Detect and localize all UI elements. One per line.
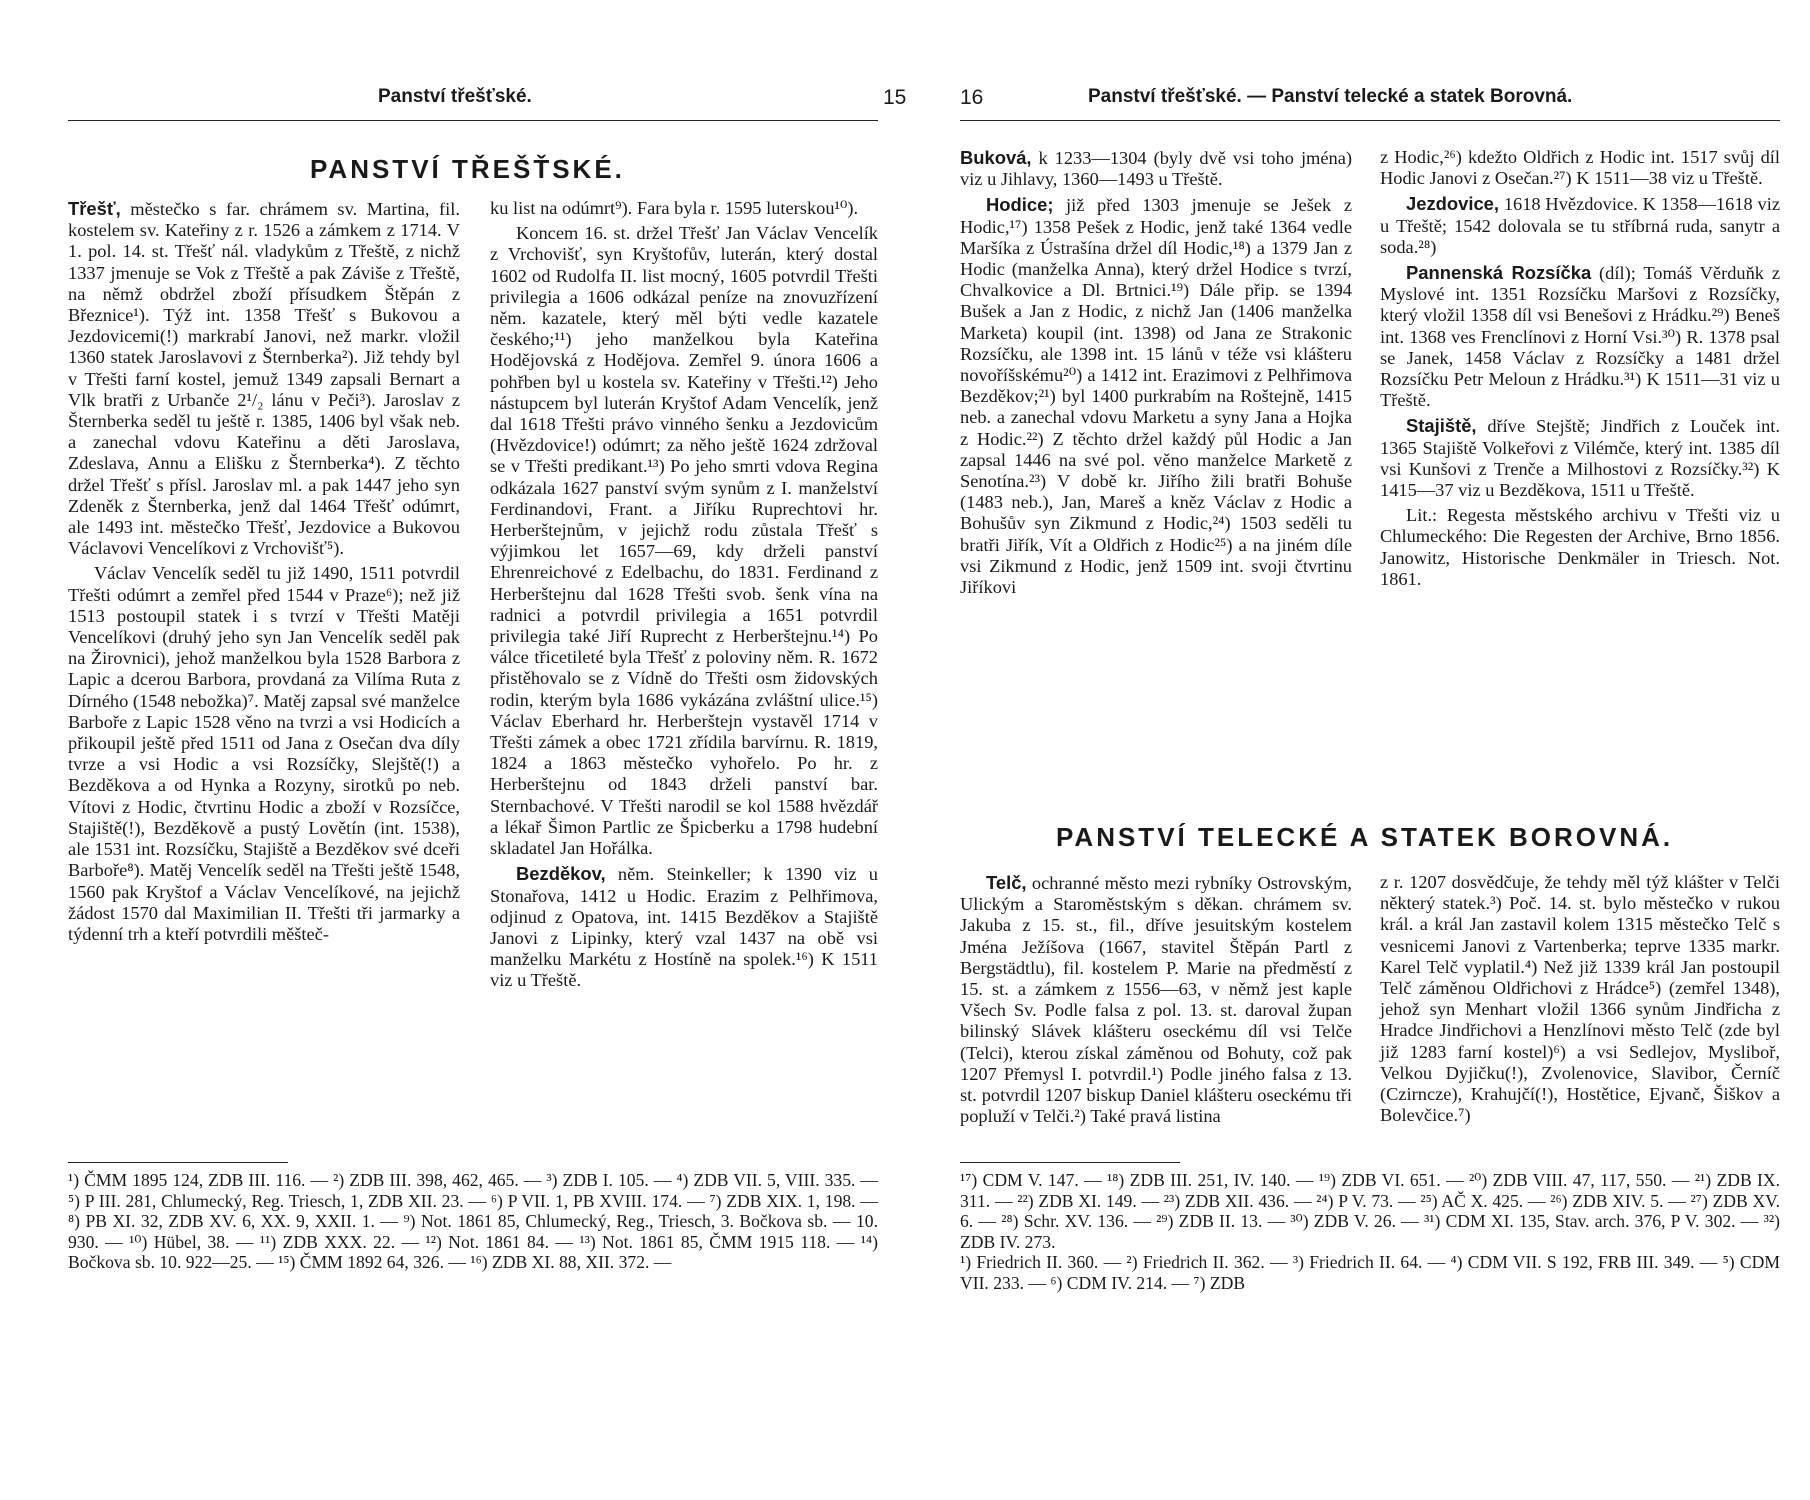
running-title: Panství třešťské. — Panství telecké a statek Borovná.: [1088, 86, 1573, 107]
paragraph: [490, 198, 878, 219]
paragraph: [960, 194, 1352, 598]
paragraph: [1380, 505, 1780, 590]
paragraph: [960, 147, 1352, 190]
footnote-text: ¹) Friedrich II. 360. — ²) Friedrich II. 362. — ³) Friedrich II. 64. — ⁴) CDM VII. S 192, FRB III. 349. — ⁵) CDM VII. 233. — ⁶) CDM IV. 214. — ⁷) ZDB: [960, 1252, 1780, 1293]
footnote-text: ¹) ČMM 1895 124, ZDB III. 116. — ²) ZDB III. 398, 462, 465. — ³) ZDB I. 105. — ⁴) ZDB VII. 5, VIII. 335. — ⁵) P III. 281, Chlumecký, Reg. Triesch, 1, ZDB XII. 23. — ⁶) P VII. 1, PB XVIII. 174. — ⁷) ZDB XIX. 1, 198. — ⁸) PB XI. 32, ZDB XV. 6, XX. 9, XXII. 1. — ⁹) Not. 1861 85, Chlumecký, Reg., Triesch, 3. Bočkova sb. — 10. 930. — ¹⁰) Hübel, 38. — ¹¹) ZDB XXX. 22. — ¹²) Not. 1861 84. — ¹³) Not. 1861 85, ČMM 1915 118. — ¹⁴) Bočkova sb. 10. 922—25. — ¹⁵) ČMM 1892 64, 326. — ¹⁶) ZDB XI. 88, XII. 372. —: [68, 1170, 878, 1273]
entry-term: Bezděkov,: [516, 863, 606, 885]
paragraph: [1380, 415, 1780, 501]
entry-term: Třešť,: [68, 198, 121, 219]
entry-term: Pannenská Rozsíčka: [1406, 262, 1592, 284]
page-number: 16: [960, 86, 984, 109]
paragraph: [1380, 872, 1780, 1126]
paragraph: [490, 223, 878, 859]
footnote-text: ¹⁷) CDM V. 147. — ¹⁸) ZDB III. 251, IV. 140. — ¹⁹) ZDB VI. 651. — ²⁰) ZDB VIII. 47, 117, 550. — ²¹) ZDB IX. 311. — ²²) ZDB XI. 149. — ²³) ZDB XII. 436. — ²⁴) P V. 73. — ²⁵) AČ X. 425. — ²⁶) ZDB XIV. 5. — ²⁷) ZDB XV. 6. — ²⁸) Schr. XV. 136. — ²⁹) ZDB II. 13. — ³⁰) ZDB V. 26. — ³¹) CDM XI. 135, Stav. arch. 376, P V. 302. — ³²) ZDB IV. 273.: [960, 1170, 1780, 1252]
entry-text: 1618 Hvězdovice. K 1358—1618 viz u Třeště; 1542 dolovala se tu stříbrná ruda, sanytr a soda.²⁸): [1380, 194, 1780, 257]
paragraph: [68, 198, 460, 559]
entry-text: ku list na odúmrt⁹). Fara byla r. 1595 luterskou¹⁰).: [490, 198, 859, 218]
text-column-3: [960, 872, 1352, 1131]
text-column-1: [68, 198, 460, 949]
entry-term: Jezdovice,: [1406, 193, 1500, 215]
paragraph: [490, 863, 878, 991]
entry-term: Hodice;: [986, 194, 1054, 216]
paragraph: [1380, 147, 1780, 189]
entry-text: již před 1303 jmenuje se Ješek z Hodic,¹⁷) 1358 Pešek z Hodic, jenž také 1364 vedle Maršíka z Ústrašína držel díl Hodic,¹⁸) a 1379 Jan z Hodic (manželka Anna), který držel Hodice s tvrzí, Chvalkovice a Dl. Brtnici.¹⁹) Dále přip. se 1394 Bušek a Jan z Hodic, z nichž Jan (1406 manželka Marketa) koupil (int. 1398) od Jana ze Strakonic Rozsíčku, ale 1398 int. 15 lánů v téže vsi klášteru novoříšskému²⁰) a 1412 int. Erazimovi z Pelhřimova Bezděkov;²¹) byl 1400 purkrabím na Roštejně, 1415 neb. a zanechal vdovu Marketu a syny Jana a Hojka z Hodic.²²) Z těchto držel každý půl Hodic a Jan zapsal 1446 na své pol. věno manželce Marketě z Senotína.²³) V době kr. Jiřího žili bratři Bohuše (1483 neb.), Jan, Mareš a kněz Václav z Hodic a Bohušův syn Zikmund z Hodic,²⁴) 1503 seděli tu bratři Jiřík, Vít a Oldřich z Hodic²⁵) a na jiném díle vsi Zikmund z Hodic, jenž 1509 int. svoji čtvrtinu Jiříkovi: [960, 195, 1352, 598]
entry-text: k 1233—1304 (byly dvě vsi toho jména) viz u Jihlavy, 1360—1493 u Třeště.: [960, 148, 1352, 190]
running-title: Panství třešťské.: [378, 86, 532, 107]
entry-text: Koncem 16. st. držel Třešť Jan Václav Vencelík z Vrchovišť, syn Kryštofův, luterán, který dostal 1602 od Rudolfa II. list mocný, 1605 potvrdil Třešti privilegia a 1606 odkázal peníze na znovuzřízení něm. kazatele, který měl býti vedle kazatele českého;¹¹) jeho manželkou byla Kateřina Hodějovská z Hodějova. Zemřel 9. února 1606 a pohřben byl u kostela sv. Kateřiny v Třešti.¹²) Jeho nástupcem byl luterán Kryštof Adam Vencelík, jenž dal 1618 Třešti právo vinného šenku a Jezdovicům (Hvězdovice!) odúmrt; za něho ještě 1624 zdržoval se v Třešti predikant.¹³) Po jeho smrti vdova Regina odkázala 1627 panství svým synům z I. manželství Ferdinandovi, Frant. a Jiříku Ruprechtovi hr. Herberštejnům, v jejichž rodu zůstala Třešť s výjimkou let 1657—69, kdy drželi panství Ehrenreichové z Edelbachu, do 1831. Ferdinand z Herberštejnu dal 1628 Třešti svob. šenk vína na radnici a potvrdil privilegia a 1651 potvrdil privilegia také Jiří Ruprecht z Herberštejnu.¹⁴) Po válce třicetileté byla Třešť z poloviny něm. R. 1672 přistěhovalo se z Vídně do Třešti osm židovských rodin, kterým byla 1686 vykázána zvláštní ulice.¹⁵) Václav Eberhard hr. Herberštejn vystavěl 1714 v Třešti zámek a obec 1721 zřídila barvírnu. R. 1819, 1824 a 1863 městečko vyhořelo. Po hr. z Herberštejnu od 1843 drželi panství bar. Sternbachové. V Třešti narodil se kol 1588 hvězdář a lékař Šimon Partlic ze Špicberku a 1798 hudební skladatel Jan Hořálka.: [490, 223, 878, 859]
entry-term: Buková,: [960, 147, 1032, 168]
header-rule: [68, 120, 878, 121]
left-page: [28, 0, 907, 1500]
entry-text: Václav Vencelík seděl tu již 1490, 1511 potvrdil Třešti odúmrt a zemřel před 1544 v Praze⁶); než již 1513 postoupil statek i s tvrzí v Třešti Matěji Vencelíkovi (druhý jeho syn Jan Vencelík seděl pak na Žirovnici), jehož manželkou byla 1528 Barbora z Lapic a dcerou Barbora, provdaná za Vilíma Ruta z Dírného (1548 nebožka)⁷. Matěj zapsal své manželce Barboře z Lapic 1528 věno na tvrzi a vsi Hodicích a přikoupil ještě před 1511 od Jana z Osečan dva díly tvrze a vsi Hodic a vsi Rozsíčky, Slejště(!) a Bezděkova a od Hynka a Rozyny, sirotků po neb. Vítovi z Hodic, čtvrtinu Hodic a zboží v Rozsíčce, Stajiště(!), Bezděkově a pustý Lovětín (int. 1538), ale 1531 int. Rozsíčku, Stajiště a Bezděkov své dceři Barboře⁸). Matěj Vencelík seděl na Třešti ještě 1548, 1560 pak Kryštof a Václav Vencelíkové, na jejichž žádost 1570 dal Maximilian II. Třešti tři jarmarky a týdenní trh a kteří potvrdili měšteč-: [68, 563, 460, 944]
right-page: [960, 0, 1780, 1500]
entry-text: městečko s far. chrámem sv. Martina, fil. kostelem sv. Kateřiny z r. 1526 a zámkem z 1714. V 1. pol. 14. st. Třešť nál. vladykům z Třeště, z nichž 1337 jmenuje se Vok z Třeště a pak Záviše z Třeště, na němž obdržel zboží přísudkem Štěpán z Březnice¹). Týž int. 1358 Třešť s Bukovou a Jezdovicemi(!) markrabí Janovi, než markr. vložil 1360 statek Jaroslavovi z Šternberka²). Již tehdy byl v Třešti farní kostel, jemuž 1349 zapsali Bernart a Vlk bratři z Urbanče 2¹/₂ lánu v Peči³). Jaroslav z Šternberka seděl tu ještě r. 1385, 1406 byl však neb. a zanechal vdovu Kateřinu a děti Jaroslava, Zdeslava, Annu a Elišku z Šternberka⁴). Z těchto držel Třešť s přísl. Jaroslav ml. a pak 1447 jeho syn Zdeněk z Šternberka, jenž dal 1464 Třešť odúmrt, ale 1493 int. městečko Třešť, Jezdovice a Bukovou Václavovi Vencelíkovi z Vrchovišť⁵).: [68, 199, 460, 559]
paragraph: [1380, 262, 1780, 411]
text-column-2: [1380, 147, 1780, 594]
page-number: 15: [883, 86, 907, 109]
text-column-1: [960, 147, 1352, 602]
entry-text: dříve Stejště; Jindřich z Louček int. 1365 Stajiště Volkeřovi z Vilémče, který int. 1385 díl vsi Kunšovi z Trenče a Milhostovi z Rozsíčky.³²) K 1415—37 viz u Bezděkova, 1511 u Třeště.: [1380, 416, 1780, 501]
entry-term: Telč,: [986, 872, 1027, 893]
entry-term: Stajiště,: [1406, 415, 1477, 437]
text-column-2: [490, 198, 878, 996]
footnotes: [960, 1170, 1780, 1294]
text-column-4: [1380, 872, 1780, 1130]
header-rule: [960, 120, 1780, 121]
footnotes: [68, 1170, 878, 1273]
footnote-rule: [960, 1162, 1180, 1163]
footnote-rule: [68, 1162, 288, 1163]
entry-text: ochranné město mezi rybníky Ostrovským, Ulickým a Staroměstským s děkan. chrámem sv. Jakuba z 15. st., fil., dříve jesuitským kostelem Jména Ježíšova (1667, stavitel Štěpán Partl z Bergstädtlu), fil. kostelem P. Marie na předměstí z 15. st. a zámkem z 1556—63, v němž jest kaple Všech Sv. Podle falsa z pol. 13. st. daroval župan bilinský Slávek klášteru oseckému díl vsi Telče (Telci), kterou získal záměnou od Bohuty, což pak 1207 Přemysl I. potvrdil.¹) Podle jiného falsa z 13. st. potvrdil 1207 biskup Daniel klášteru oseckému tři popluží v Telči.²) Také pravá listina: [960, 873, 1352, 1127]
paragraph: [68, 563, 460, 945]
section-title: PANSTVÍ TŘEŠŤSKÉ.: [310, 154, 625, 184]
entry-text: něm. Steinkeller; k 1390 viz u Stonařova, 1412 u Hodic. Erazim z Pelhřimova, odjinud z Opatova, int. 1415 Bezděkov a Stajiště Janovi z Lipinky, který vzal 1437 na obě vsi manželku Markétu z Hostíně na spolek.¹⁶) K 1511 viz u Třeště.: [490, 864, 878, 991]
entry-text: (díl); Tomáš Věrduňk z Myslové int. 1351 Rozsíčku Maršovi z Rozsíčky, který vložil 1358 díl vsi Benešovi z Hrádku.²⁹) Beneš int. 1368 ves Frenclínovi z Horní Vsi.³⁰) R. 1378 psal se Janek, 1458 Václav z Rozsíčky a 1481 držel Rozsíčku Petr Meloun z Hrádku.³¹) K 1511—31 viz u Třeště.: [1380, 263, 1780, 411]
entry-text: z Hodic,²⁶) kdežto Oldřich z Hodic int. 1517 svůj díl Hodic Janovi z Osečan.²⁷) K 1511—38 viz u Třeště.: [1380, 147, 1780, 189]
entry-text: Lit.: Regesta městského archivu v Třešti viz u Chlumeckého: Die Regesten der Archive, Brno 1856. Janowitz, Historische Denkmäler in Triesch. Not. 1861.: [1380, 505, 1780, 589]
section-title: PANSTVÍ TELECKÉ A STATEK BOROVNÁ.: [1056, 822, 1674, 852]
entry-text: z r. 1207 dosvědčuje, že tehdy měl týž klášter v Telči některý statek.³) Poč. 14. st. bylo městečko v rukou král. a král Jan zastavil kolem 1315 městečko Telč s vesnicemi Janovi z Vartenberka; teprve 1335 markr. Karel Telč vyplatil.⁴) Než již 1339 král Jan postoupil Telč záměnou Oldřichovi z Hrádce⁵) (zemřel 1348), jehož syn Menhart vložil 1366 synům Jindřicha z Hradce Jindřichovi a Henzlínovi město Telč (zde byl již 1283 farní kostel)⁶) a vsi Sedlejov, Mysliboř, Velkou Dyjičku(!), Zvolenovice, Slavibor, Černíč (Czirncze), Krahujčí(!), Hostětice, Ejvanč, Šiškov a Bolevčice.⁷): [1380, 872, 1780, 1126]
paragraph: [1380, 193, 1780, 258]
paragraph: [960, 872, 1352, 1127]
